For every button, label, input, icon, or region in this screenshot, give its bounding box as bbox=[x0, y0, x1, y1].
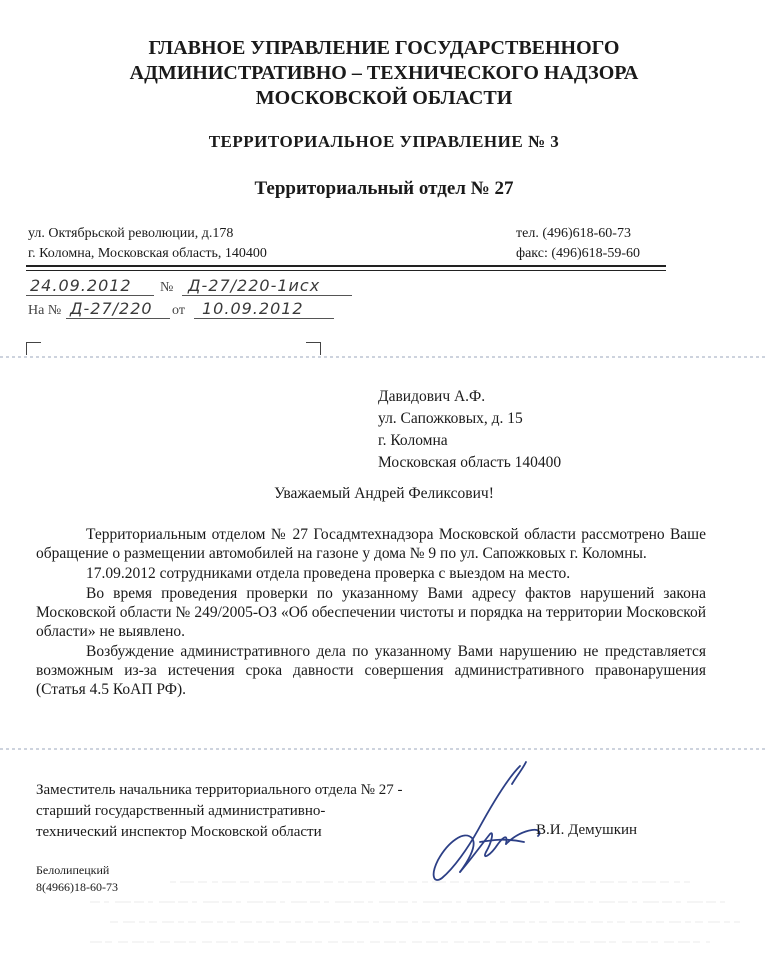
outgoing-number: Д-27/220-1исх bbox=[188, 276, 321, 295]
outgoing-date: 24.09.2012 bbox=[30, 276, 132, 295]
sender-street: ул. Октябрьской революции, д.178 bbox=[28, 226, 234, 241]
territorial-administration: ТЕРРИТОРИАЛЬНОЕ УПРАВЛЕНИЕ № 3 bbox=[208, 132, 560, 151]
executor-name: Белолипецкий bbox=[36, 863, 110, 877]
sender-fax: факс: (496)618-59-60 bbox=[516, 246, 640, 261]
in-reply-date-label: от bbox=[172, 303, 185, 318]
sender-city: г. Коломна, Московская область, 140400 bbox=[28, 246, 267, 261]
header-divider bbox=[26, 265, 666, 267]
recipient-name: Давидович А.Ф. bbox=[378, 388, 486, 405]
org-line-3: МОСКОВСКОЙ ОБЛАСТИ bbox=[255, 87, 513, 109]
recipient-street: ул. Сапожковых, д. 15 bbox=[378, 410, 523, 427]
in-reply-number: Д-27/220 bbox=[70, 299, 153, 318]
signatory-name: В.И. Демушкин bbox=[536, 822, 638, 838]
recipient-region: Московская область 140400 bbox=[378, 454, 562, 471]
in-reply-number-line bbox=[66, 318, 170, 319]
body-paragraph: Возбуждение административного дела по указанному Вами нарушению не представляется возможным из-за истечения срока давности совершения административного правонарушения (Статья 4.5 КоАП РФ). bbox=[36, 643, 706, 698]
scan-fold-line bbox=[0, 356, 768, 358]
in-reply-date: 10.09.2012 bbox=[202, 299, 304, 318]
outgoing-number-label: № bbox=[160, 280, 174, 295]
bleed-through-text bbox=[90, 872, 750, 962]
body-paragraph: Территориальным отделом № 27 Госадмтехнадзора Московской области рассмотрено Ваше обращение о размещении автомобилей на газоне у дома № 9 по ул. Сапожковых г. Коломны. bbox=[36, 526, 706, 562]
greeting: Уважаемый Андрей Феликсович! bbox=[274, 485, 494, 502]
body-paragraph: 17.09.2012 сотрудниками отдела проведена проверка с выездом на место. bbox=[86, 565, 571, 582]
territorial-department: Территориальный отдел № 27 bbox=[254, 178, 514, 199]
recipient-block bbox=[378, 386, 561, 474]
body-paragraph: Во время проведения проверки по указанному Вами адресу фактов нарушений закона Московской области № 249/2005-ОЗ «Об обеспечении чистоты и порядка на территории Московской области» не выявлено. bbox=[36, 585, 706, 640]
organization-name bbox=[0, 36, 768, 111]
in-reply-label: На № bbox=[28, 303, 62, 318]
address-window-corner bbox=[306, 342, 321, 355]
sender-contacts bbox=[516, 224, 640, 264]
address-window-corner bbox=[26, 342, 41, 355]
outgoing-number-line bbox=[182, 295, 352, 296]
executor-phone: 8(4966)18-60-73 bbox=[36, 880, 118, 894]
org-line-2: АДМИНИСТРАТИВНО – ТЕХНИЧЕСКОГО НАДЗОРА bbox=[129, 62, 639, 84]
position-line-3: технический инспектор Московской области bbox=[36, 824, 322, 840]
sender-phone: тел. (496)618-60-73 bbox=[516, 226, 631, 241]
in-reply-date-line bbox=[194, 318, 334, 319]
header-divider-thin bbox=[26, 270, 666, 271]
scan-fold-line bbox=[0, 748, 768, 750]
letter-body bbox=[36, 525, 706, 700]
org-line-1: ГЛАВНОЕ УПРАВЛЕНИЕ ГОСУДАРСТВЕННОГО bbox=[148, 37, 620, 59]
outgoing-date-line bbox=[26, 295, 154, 296]
sender-address bbox=[28, 224, 267, 264]
signatory-position bbox=[36, 780, 402, 843]
position-line-2: старший государственный административно- bbox=[36, 803, 326, 819]
position-line-1: Заместитель начальника территориального отдела № 27 - bbox=[36, 782, 403, 798]
recipient-city: г. Коломна bbox=[378, 432, 448, 449]
